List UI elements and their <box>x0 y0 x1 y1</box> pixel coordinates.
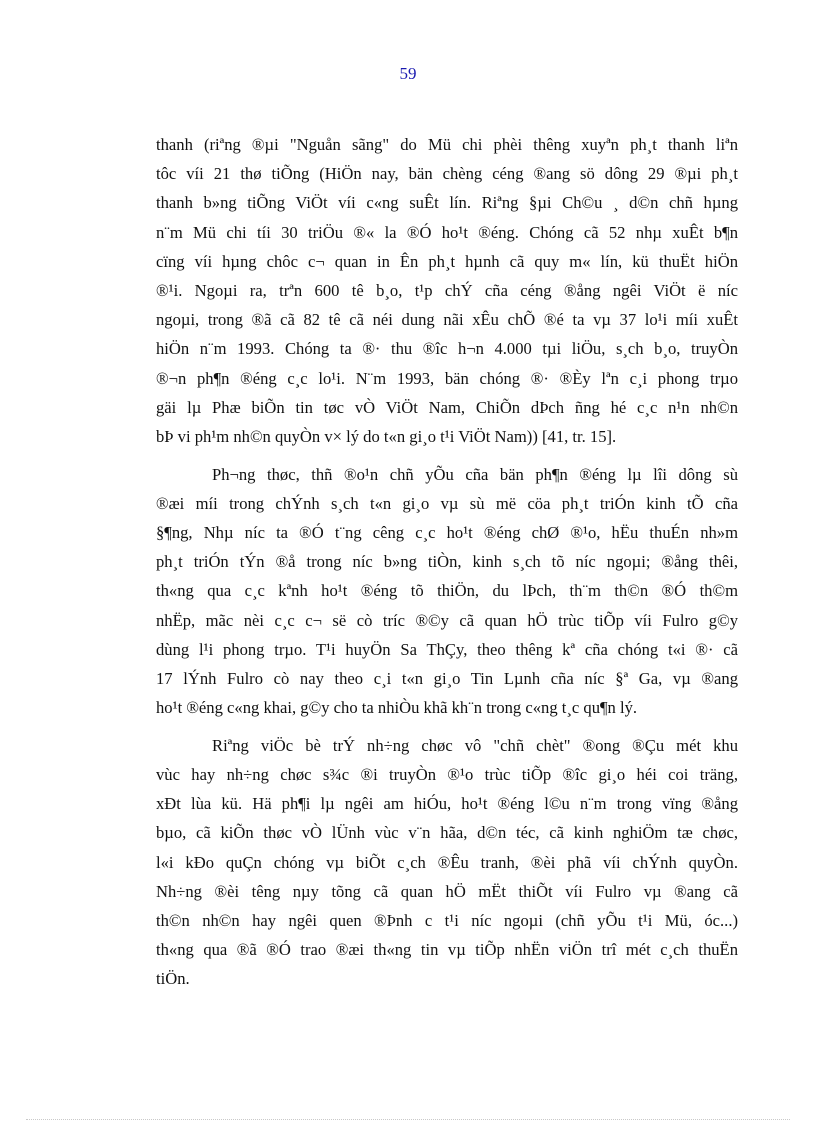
text-line: bÞ vi ph¹m nh©n quyÒn v× lý do t«n gi¸o t¹i ViÖt Nam)) [41, tr. 15]. <box>156 426 617 446</box>
text-line: dùng l¹i phong trµo. T¹i huyÖn Sa ThÇy, theo thêng kª cña chóng t«i ®· cã <box>156 639 738 659</box>
text-line: Ph¬ng thøc, thñ ®o¹n chñ yÕu cña bän ph¶n ®éng lµ lîi dông sù <box>212 464 738 484</box>
text-line: th©n nh©n hay ngêi quen ®Þnh c t¹i níc ngoµi (chñ yÕu t¹i Mü, óc...) <box>156 910 738 930</box>
text-line: ®¹i. Ngoµi ra, trªn 600 tê b¸o, t¹p chÝ cña céng ®ång ngêi ViÖt ë níc <box>156 280 738 300</box>
text-line: cïng víi hµng chôc c¬ quan in Ên ph¸t hµnh cã quy m« lín, kü thuËt hiÖn <box>156 251 738 271</box>
paragraph-3 <box>156 731 738 994</box>
text-line: nhËp, mãc nèi c¸c c¬ së cò tríc ®©y cã quan hÖ trùc tiÕp víi Fulro g©y <box>156 610 738 630</box>
page-number: 59 <box>399 64 417 83</box>
text-line: th«ng qua c¸c kªnh ho¹t ®éng tõ thiÖn, du lÞch, th¨m th©n ®Ó th©m <box>156 581 738 601</box>
text-line: tiÖn. <box>156 969 190 989</box>
paragraph-1 <box>156 130 738 451</box>
text-line: ®¬n ph¶n ®éng c¸c lo¹i. N¨m 1993, bän chóng ®· ®Èy lªn c¸i phong trµo <box>156 368 738 388</box>
text-line: ph¸t triÓn tÝn ®å trong níc b»ng tiÒn, kinh s¸ch tõ níc ngoµi; ®ång thêi, <box>156 552 738 572</box>
text-line: ho¹t ®éng c«ng khai, g©y cho ta nhiÒu khã kh¨n trong c«ng t¸c qu¶n lý. <box>156 698 638 718</box>
text-line: Riªng viÖc bè trÝ nh÷ng chøc vô "chñ chèt" ®ong ®Çu mét khu <box>212 735 738 755</box>
text-line: ®æi míi trong chÝnh s¸ch t«n gi¸o vµ sù më cöa ph¸t triÓn kinh tÕ cña <box>156 493 738 513</box>
paragraph-2 <box>156 460 738 723</box>
text-line: 17 lÝnh Fulro cò nay theo c¸i t«n gi¸o Tin Lµnh cña níc §ª Ga, vµ ®ang <box>156 668 738 688</box>
text-line: n¨m Mü chi tíi 30 triÖu ®« la ®Ó ho¹t ®éng. Chóng cã 52 nhµ xuÊt b¶n <box>156 222 738 242</box>
text-line: vùc hay nh÷ng chøc s¾c ®i truyÒn ®¹o trùc tiÕp ®îc gi¸o héi coi träng, <box>156 764 738 784</box>
text-line: xÐt lùa kü. Hä ph¶i lµ ngêi am hiÓu, ho¹t ®éng l©u n¨m trong vïng ®ång <box>156 794 738 814</box>
page-bottom-divider <box>26 1119 790 1120</box>
text-line: thanh (riªng ®µi "Nguån sãng" do Mü chi phèi thêng xuyªn ph¸t thanh liªn <box>156 135 738 154</box>
text-line: th«ng qua ®ã ®Ó trao ®æi th«ng tin vµ tiÕp nhËn viÖn trî mét c¸ch thuËn <box>156 940 738 960</box>
text-line: ngoµi, trong ®ã cã 82 tê cã néi dung nãi xÊu chÕ ®é ta vµ 37 lo¹i míi xuÊt <box>156 310 738 330</box>
text-line: Nh÷ng ®èi têng nµy tõng cã quan hÖ mËt thiÕt víi Fulro vµ ®ang cã <box>156 881 738 901</box>
text-line: bµo, cã kiÕn thøc vÒ lÜnh vùc v¨n hãa, d©n téc, cã kinh nghiÖm tæ chøc, <box>156 823 738 843</box>
text-line: l«i kÐo quÇn chóng vµ biÕt c¸ch ®Êu tranh, ®èi phã víi chÝnh quyÒn. <box>156 852 738 872</box>
text-line: gäi lµ Phæ biÕn tin tøc vÒ ViÖt Nam, ChiÕn dÞch ñng hé c¸c n¹n nh©n <box>156 397 738 417</box>
text-line: hiÖn n¨m 1993. Chóng ta ®· thu ®îc h¬n 4.000 tµi liÖu, s¸ch b¸o, truyÒn <box>156 339 738 359</box>
body-text <box>156 130 738 993</box>
text-line: §¶ng, Nhµ níc ta ®Ó t¨ng cêng c¸c ho¹t ®éng chØ ®¹o, hËu thuÉn nh»m <box>156 522 738 542</box>
text-line: tôc víi 21 thø tiÕng (HiÖn nay, bän chèng céng ®ang sö dông 29 ®µi ph¸t <box>156 164 738 184</box>
text-line: thanh b»ng tiÕng ViÖt víi c«ng suÊt lín. Riªng §µi Ch©u ¸ d©n chñ hµng <box>156 193 738 213</box>
